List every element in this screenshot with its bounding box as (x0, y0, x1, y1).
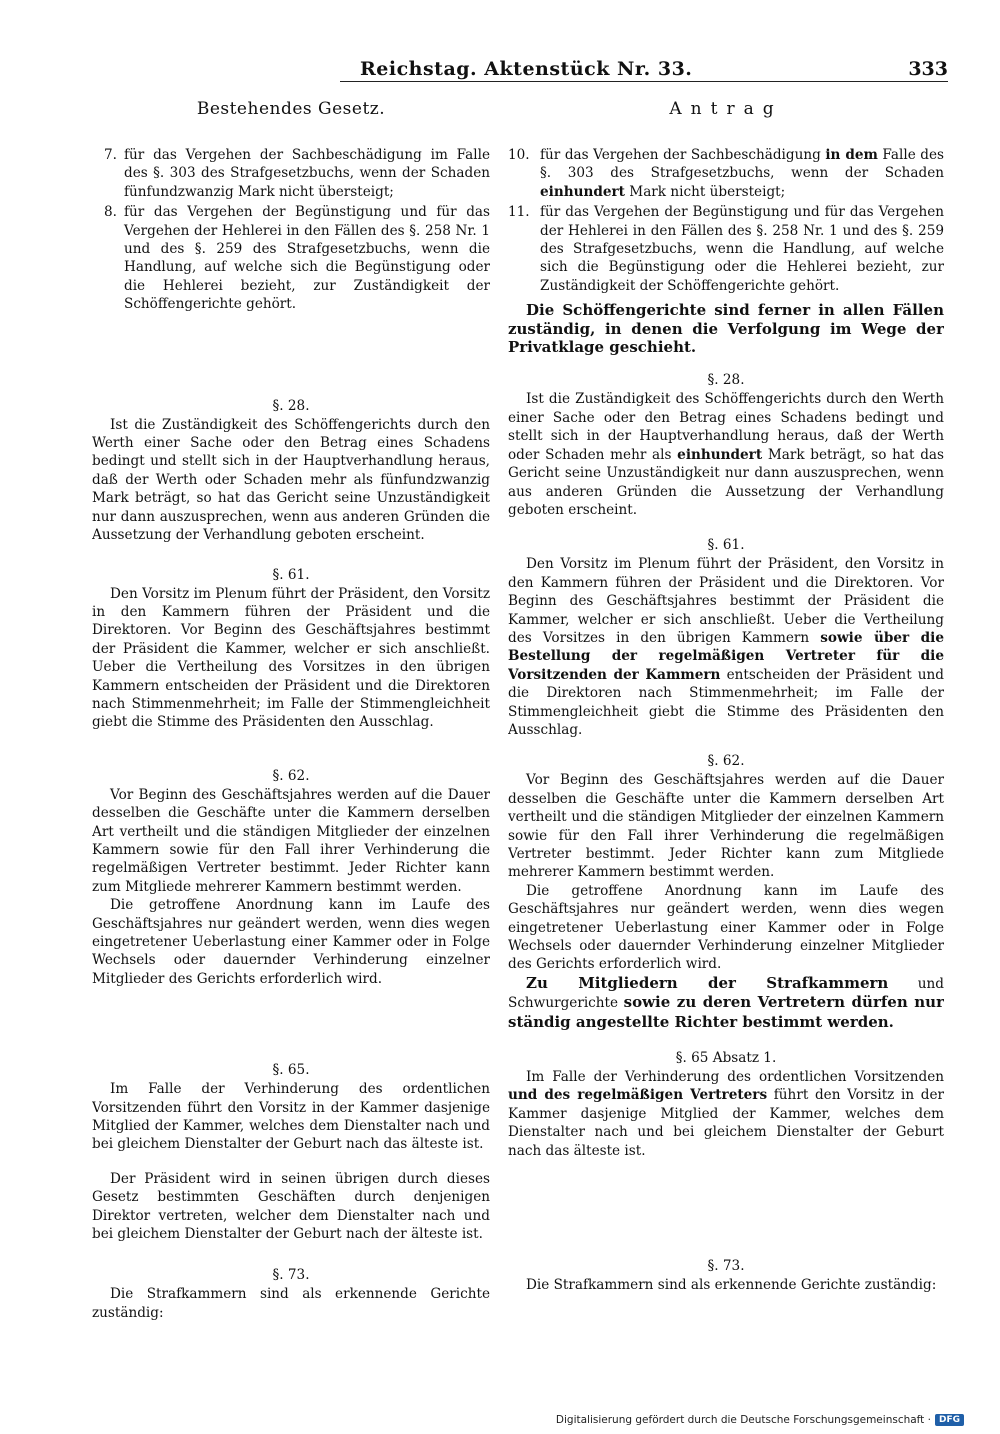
section-62-text-1: Vor Beginn des Geschäftsjahres werden auf die Dauer desselben die Geschäfte unter die Kammern derselben Art vertheilt und die ständigen Mitglieder der einzelnen Kammern sowie für den Fall ihrer Verhinderung die regelmäßigen Vertreter bestimmt. Jeder Richter kann zum Mitgliede mehrerer Kammern bestimmt werden. (92, 786, 490, 895)
section-62-added-text (508, 974, 944, 1032)
text-run: und Schwurgerichte (508, 975, 944, 1012)
section-title-62: §. 62. (707, 753, 745, 770)
item-text: für das Vergehen der Begünstigung und für das Vergehen der Hehlerei in den Fällen des §. 258 Nr. 1 und des §. 259 des Strafgesetzbuchs, wenn die Handlung, auf welche sich die Begünstigung oder die Hehlerei bezieht, zur Zuständigkeit der Schöffengerichte gehört. (540, 204, 944, 294)
section-61-text: Den Vorsitz im Plenum führt der Präsident, den Vorsitz in den Kammern führen der Präsident und die Direktoren. Vor Beginn des Geschäftsjahres bestimmt der Präsident die Kammer, welcher er sich anschließt. Ueber die Vertheilung des Vorsitzes in den übrigen Kammern entscheiden der Präsident und die Direktoren nach Stimmenmehrheit; im Falle der Stimmengleichheit giebt die Stimme des Präsidenten den Ausschlag. (92, 585, 490, 731)
left-column-existing-law (92, 100, 490, 1350)
footer-text: Digitalisierung gefördert durch die Deutsche Forschungsgemeinschaft · (555, 1414, 931, 1426)
text-run: führt den Vorsitz in der Kammer dasjenige Mitglied der Kammer, welches dem Dienstalter nach und bei gleichem Dienstalter der Geburt nach das älteste ist. (508, 1087, 944, 1159)
section-28-text: Ist die Zuständigkeit des Schöffengerichts durch den Werth einer Sache oder den Betrag eines Schadens bedingt und stellt sich in der Hauptverhandlung heraus, daß der Werth oder Schaden mehr als fünfundzwanzig Mark beträgt, so hat das Gericht seine Unzuständigkeit nur dann auszusprechen, wenn aus anderen Gründen die Aussetzung der Verhandlung geboten erscheint. (92, 416, 490, 544)
list-item-7 (92, 146, 490, 201)
bold-text: in dem (825, 147, 878, 163)
section-title-61: §. 61. (272, 566, 310, 583)
item-number: 8. (104, 204, 117, 221)
right-column-proposal (508, 100, 944, 1350)
item-text: für das Vergehen der Begünstigung und für das Vergehen der Hehlerei in den Fällen des §. 258 Nr. 1 und des §. 259 des Strafgesetzbuchs, wenn die Handlung, auf welche sich die Begünstigung oder die Hehlerei bezieht, zur Zuständigkeit der Schöffengerichte gehört. (124, 204, 490, 313)
spacer (92, 316, 490, 396)
spacer (508, 1032, 944, 1048)
spacer (92, 1243, 490, 1265)
section-65-text-1: Im Falle der Verhinderung des ordentlichen Vorsitzenden führt den Vorsitz in der Kammer dasjenige Mitglied der Kammer, welches dem Dienstalter nach und bei gleichem Dienstalter der Geburt nach das älteste ist. (92, 1081, 490, 1153)
section-title-73: §. 73. (272, 1267, 310, 1284)
bold-text: einhundert (540, 183, 625, 200)
item-number: 7. (104, 147, 117, 163)
section-title-28: §. 28. (272, 397, 310, 414)
section-61-text (508, 555, 944, 739)
item-number: 10. (508, 147, 530, 163)
section-62-text-2: Die getroffene Anordnung kann im Laufe des Geschäftsjahres nur geändert werden, wenn dies wegen eingetretener Ueberlastung einer Kammer oder in Folge Wechsels oder dauernder Verhinderung einzelner Mitglieder des Gerichts erforderlich wird. (92, 897, 490, 987)
item-number: 11. (508, 204, 530, 221)
spacer (92, 545, 490, 565)
section-65-text (508, 1068, 944, 1160)
item-text (540, 147, 944, 200)
section-title-65: §. 65. (272, 1062, 310, 1079)
spacer (508, 1160, 944, 1256)
page-header (0, 48, 1000, 88)
section-73-text: Die Strafkammern sind als erkennende Gerichte zuständig: (526, 1277, 937, 1294)
text-run: Mark beträgt, so hat das Gericht seine Unzuständigkeit nur dann auszusprechen, wenn aus anderen Gründen die Aussetzung der Verhandlung geboten erscheint. (508, 446, 944, 518)
bold-text: Zu Mitgliedern der Strafkammern (526, 973, 889, 992)
header-rule (340, 81, 948, 82)
bold-text: einhundert (677, 446, 763, 463)
text-run: Ist die Zuständigkeit des Schöffengerichts durch den Werth einer Sache oder den Betrag eines Schadens bedingt und stellt sich in der Hauptverhandlung heraus, daß der Werth oder Schaden mehr als (508, 391, 944, 463)
text-run: entscheiden der Präsident und die Direktoren nach Stimmenmehrheit; im Falle der Stimmengleichheit giebt die Stimme des Präsidenten den Ausschlag. (508, 666, 944, 738)
section-65-text-2: Der Präsident wird in seinen übrigen durch dieses Gesetz bestimmten Geschäften durch denjenigen Direktor vertreten, welcher dem Dienstalter nach und bei gleichem Dienstalter der Geburt nach der älteste ist. (92, 1170, 490, 1243)
privatklage-paragraph: Die Schöffengerichte sind ferner in allen Fällen zuständig, in denen die Verfolgung im Wege der Privatklage geschieht. (508, 301, 944, 357)
spacer (508, 739, 944, 751)
right-column-heading: Antrag (669, 100, 783, 119)
text-run: Falle des §. 303 des Strafgesetzbuchs, wenn der Schaden (540, 147, 944, 182)
section-title-61: §. 61. (707, 537, 745, 554)
bold-text: sowie zu deren Vertretern dürfen nur ständig angestellte Richter bestimmt werden. (508, 993, 944, 1031)
section-title-65: §. 65 Absatz 1. (675, 1050, 777, 1067)
list-item-8 (92, 203, 490, 313)
section-title-73: §. 73. (707, 1258, 745, 1275)
list-item-10 (508, 146, 944, 201)
spacer (92, 732, 490, 766)
list-item-11 (508, 203, 944, 295)
text-run: Im Falle der Verhinderung des ordentlichen Vorsitzenden (526, 1069, 944, 1086)
section-62-text-1: Vor Beginn des Geschäftsjahres werden auf die Dauer desselben die Geschäfte unter die Kammern derselben Art vertheilt und die ständigen Mitglieder der einzelnen Kammern sowie für den Fall ihrer Verhinderung die regelmäßigen Vertreter bestimmt. Jeder Richter kann zum Mitgliede mehrerer Kammern bestimmt werden. (508, 772, 944, 881)
digitization-credit (556, 1414, 964, 1426)
spacer (92, 1154, 490, 1170)
text-run: für das Vergehen der Sachbeschädigung (540, 147, 826, 163)
bold-text: und des regelmäßigen Vertreters (508, 1087, 768, 1104)
spacer (92, 988, 490, 1060)
text-run: Den Vorsitz im Plenum führt der Präsident, den Vorsitz in den Kammern führen der Präsident und die Direktoren. Vor Beginn des Geschäftsjahres bestimmt der Präsident die Kammer, welcher er sich anschließt. Ueber die Vertheilung des Vorsitzes in den übrigen Kammern (508, 556, 944, 646)
spacer (508, 356, 944, 370)
section-28-text (508, 390, 944, 519)
section-73-text: Die Strafkammern sind als erkennende Gerichte zuständig: (92, 1286, 490, 1321)
page-title: Reichstag. Aktenstück Nr. 33. (360, 58, 693, 80)
dfg-logo: DFG (935, 1414, 964, 1426)
bold-text: sowie über die Bestellung der regelmäßigen Vertreter für die Vorsitzenden der Kammern (508, 629, 944, 683)
text-run: Mark nicht übersteigt; (624, 183, 786, 200)
section-title-28: §. 28. (707, 372, 745, 389)
page-number: 333 (908, 58, 948, 80)
left-column-heading: Bestehendes Gesetz. (196, 100, 386, 119)
spacer (508, 519, 944, 535)
section-62-text-2: Die getroffene Anordnung kann im Laufe des Geschäftsjahres nur geändert werden, wenn dies wegen eingetretener Ueberlastung einer Kammer oder in Folge Wechsels oder dauernder Verhinderung einzelner Mitglieder des Gerichts erforderlich wird. (508, 882, 944, 973)
item-text: für das Vergehen der Sachbeschädigung im Falle des §. 303 des Strafgesetzbuchs, wenn der Schaden fünfundzwanzig Mark nicht übersteigt; (124, 147, 490, 200)
section-title-62: §. 62. (272, 767, 310, 784)
